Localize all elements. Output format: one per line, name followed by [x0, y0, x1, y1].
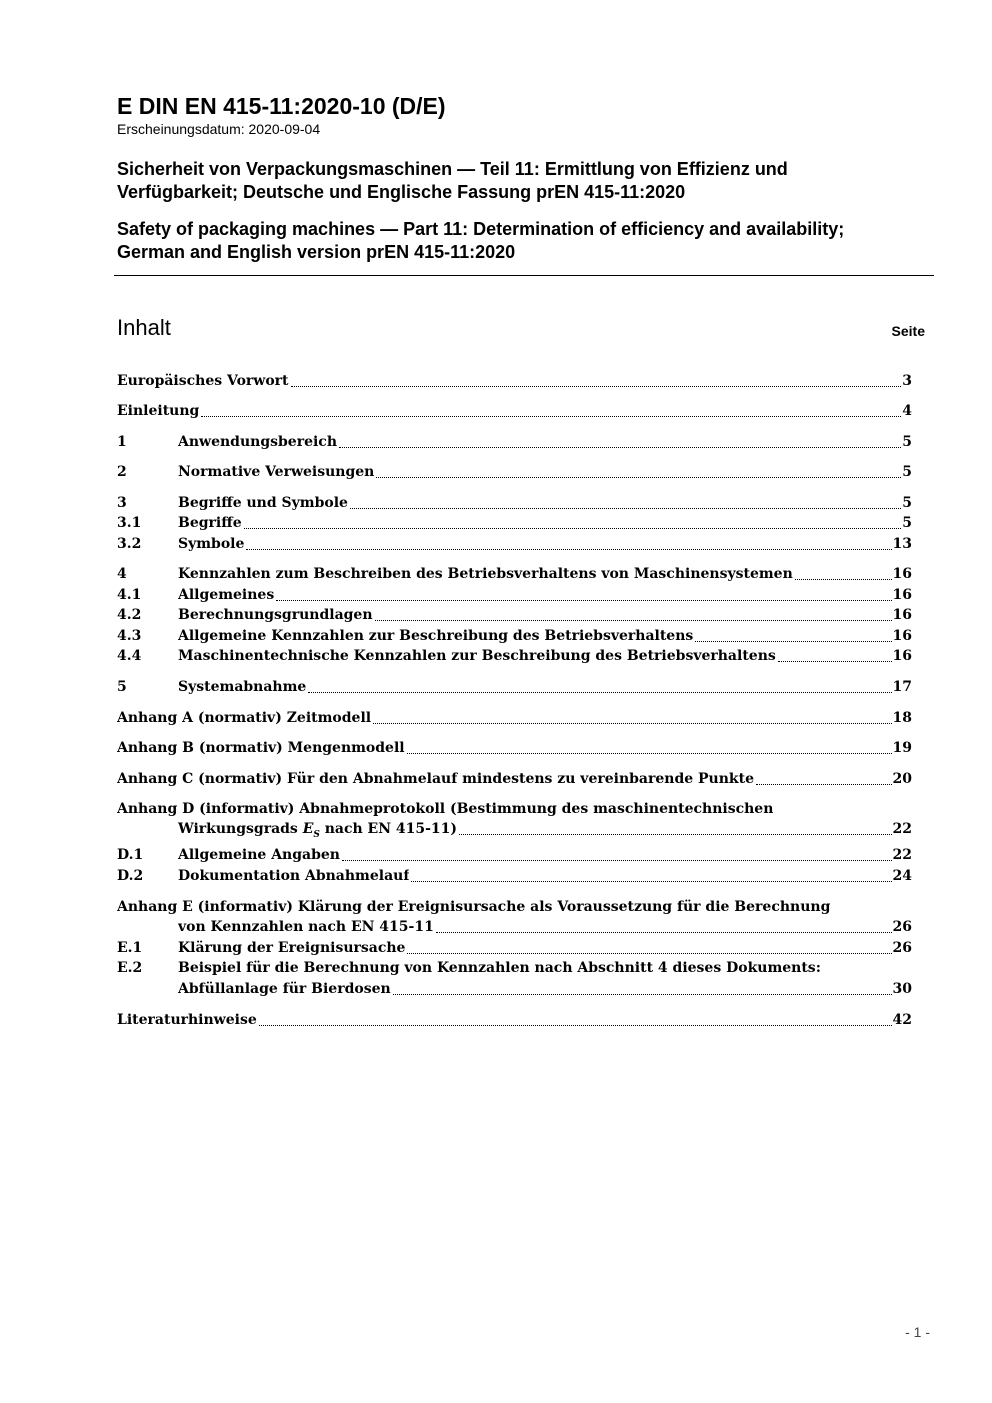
toc-entry-label: Allgemeine Angaben [178, 847, 340, 863]
toc-entry-label: Dokumentation Abnahmelauf [178, 868, 410, 884]
toc-leader-dots [376, 477, 901, 478]
toc-entry-page: 26 [892, 940, 912, 956]
toc-entry[interactable] [117, 867, 912, 886]
toc-entry-page: 16 [892, 607, 912, 623]
toc-leader-dots [393, 994, 892, 995]
toc-entry-page: 26 [892, 919, 912, 935]
publication-date: Erscheinungsdatum: 2020-09-04 [117, 121, 321, 137]
title-english [117, 218, 934, 264]
toc-entry-page: 16 [892, 587, 912, 603]
toc-heading: Inhalt [117, 315, 171, 340]
toc-entry-label: Literaturhinweise [117, 1012, 257, 1028]
document-id: E DIN EN 415-11:2020-10 (D/E) [117, 93, 446, 119]
toc-leader-dots [436, 932, 892, 933]
toc-entry-number: 3.1 [117, 515, 142, 531]
toc-leader-dots [795, 579, 892, 580]
toc-entry[interactable] [117, 514, 912, 533]
efficiency-symbol-subscript: S [313, 829, 320, 840]
toc-entry-number: 4.4 [117, 648, 142, 664]
toc-entry-page: 5 [902, 464, 912, 480]
toc-entry-page: 22 [892, 821, 912, 837]
toc-entry[interactable] [117, 606, 912, 625]
toc-leader-dots [373, 723, 891, 724]
title-english-line-1: Safety of packaging machines — Part 11: Determination of efficiency and availability; [117, 219, 845, 239]
toc-leader-dots [350, 508, 901, 509]
toc-leader-dots [259, 1025, 892, 1026]
toc-entry-label-part: nach EN 415-11) [319, 821, 458, 837]
toc-entry-number: 4.3 [117, 628, 142, 644]
toc-entry[interactable] [117, 494, 912, 513]
toc-entry[interactable] [117, 433, 912, 452]
page-number: - 1 - [905, 1324, 930, 1340]
toc-entry-label: Allgemeine Kennzahlen zur Beschreibung des Betriebsverhaltens [178, 628, 694, 644]
toc-leader-dots [411, 881, 891, 882]
toc-leader-dots [756, 784, 892, 785]
toc-leader-dots [695, 641, 891, 642]
toc-entry-label: Begriffe und Symbole [178, 495, 348, 511]
toc-entry[interactable] [117, 918, 912, 937]
toc-entry-label: Anwendungsbereich [178, 434, 337, 450]
toc-entry[interactable] [117, 709, 912, 728]
toc-entry[interactable] [117, 678, 912, 697]
toc-entry-page: 3 [902, 373, 912, 389]
toc-entry[interactable] [117, 739, 912, 758]
title-english-line-2: German and English version prEN 415-11:2020 [117, 242, 516, 262]
toc-entry-number: 5 [117, 679, 127, 695]
toc-entry[interactable] [117, 939, 912, 958]
efficiency-symbol [302, 821, 320, 840]
toc-entry[interactable] [117, 627, 912, 646]
toc-leader-dots [201, 416, 901, 417]
toc-entry[interactable] [117, 565, 912, 584]
toc-entry-label: von Kennzahlen nach EN 415-11 [178, 919, 434, 935]
title-german [117, 158, 934, 204]
toc-entry-label: Allgemeines [178, 587, 275, 603]
toc-entry-label [178, 820, 457, 845]
toc-entry-page: 17 [892, 679, 912, 695]
toc-entry-page: 30 [892, 981, 912, 997]
toc-entry-label: Systemabnahme [178, 679, 307, 695]
toc-entry-label: Begriffe [178, 515, 242, 531]
toc-leader-dots [459, 834, 891, 835]
toc-entry-label: Europäisches Vorwort [117, 373, 289, 389]
toc-entry-number: 4 [117, 566, 127, 582]
toc-entry-number: 4.2 [117, 607, 142, 623]
toc-entry-page: 22 [892, 847, 912, 863]
toc-entry-page: 5 [902, 495, 912, 511]
document-header [117, 92, 934, 264]
toc-entry-page: 13 [892, 536, 912, 552]
toc-entry-label: Symbole [178, 536, 245, 552]
toc-entry-number: E.1 [117, 940, 143, 956]
toc-entry-page: 5 [902, 515, 912, 531]
toc-entry[interactable] [117, 647, 912, 666]
toc-entry-number: 3.2 [117, 536, 142, 552]
toc-entry-page: 16 [892, 648, 912, 664]
toc-leader-dots [276, 600, 891, 601]
header-divider [114, 275, 934, 276]
toc-heading-row [117, 314, 925, 344]
toc-leader-dots [308, 692, 891, 693]
toc-entry-page: 18 [892, 710, 912, 726]
toc-entry[interactable] [117, 535, 912, 554]
toc-entry-number: 4.1 [117, 587, 142, 603]
toc-entry[interactable] [117, 372, 912, 391]
toc-entry-page: 19 [892, 740, 912, 756]
toc-entry-number: D.2 [117, 868, 144, 884]
toc-leader-dots [339, 447, 901, 448]
toc-entry[interactable] [117, 898, 912, 917]
toc-entry-label: Maschinentechnische Kennzahlen zur Beschreibung des Betriebsverhaltens [178, 648, 776, 664]
toc-entry-number: D.1 [117, 847, 144, 863]
toc-entry-page: 16 [892, 628, 912, 644]
toc-leader-dots [244, 528, 902, 529]
toc-leader-dots [246, 549, 891, 550]
title-german-line-2: Verfügbarkeit; Deutsche und Englische Fassung prEN 415-11:2020 [117, 182, 686, 202]
toc-entry-number: 2 [117, 464, 127, 480]
toc-entry[interactable] [117, 1011, 912, 1030]
toc-entry-label: Klärung der Ereignisursache [178, 940, 406, 956]
toc-entry-page: 4 [902, 403, 912, 419]
toc-entry-label: Anhang A (normativ) Zeitmodell [117, 710, 372, 726]
toc-entry-label: Berechnungsgrundlagen [178, 607, 373, 623]
toc-entry[interactable] [117, 980, 912, 999]
efficiency-symbol-letter: E [302, 821, 314, 837]
toc-entry-page: 20 [892, 771, 912, 787]
title-german-line-1: Sicherheit von Verpackungsmaschinen — Teil 11: Ermittlung von Effizienz und [117, 159, 788, 179]
toc-entry[interactable] [117, 800, 912, 819]
toc-entry-page: 5 [902, 434, 912, 450]
toc-entry[interactable] [117, 770, 912, 789]
toc-leader-dots [407, 953, 891, 954]
toc-page-column-label: Seite [891, 323, 925, 339]
toc-entry-page: 24 [892, 868, 912, 884]
toc-leader-dots [342, 860, 892, 861]
toc-entry[interactable] [117, 959, 912, 978]
toc-entry-page: 42 [892, 1012, 912, 1028]
toc-entry[interactable] [117, 846, 912, 865]
toc-leader-dots [375, 620, 892, 621]
toc-entry-label: Beispiel für die Berechnung von Kennzahlen nach Abschnitt 4 dieses Dokuments: [178, 960, 821, 976]
toc-entry-label: Kennzahlen zum Beschreiben des Betriebsverhaltens von Maschinensystemen [178, 566, 793, 582]
toc-entry-number: E.2 [117, 960, 143, 976]
toc-leader-dots [778, 661, 892, 662]
toc-entry-label: Anhang D (informativ) Abnahmeprotokoll (Bestimmung des maschinentechnischen [117, 801, 774, 817]
toc-entry-label: Anhang C (normativ) Für den Abnahmelauf mindestens zu vereinbarende Punkte [117, 771, 754, 787]
toc-entry-label: Anhang B (normativ) Mengenmodell [117, 740, 405, 756]
toc-entry[interactable] [117, 586, 912, 605]
toc-entry-label-part: Wirkungsgrads [178, 821, 298, 837]
toc-entry[interactable] [117, 402, 912, 421]
toc-leader-dots [407, 753, 892, 754]
toc-entry[interactable] [117, 463, 912, 482]
toc-entry[interactable] [117, 820, 912, 839]
toc-entry-label: Einleitung [117, 403, 200, 419]
toc-entry-label: Anhang E (informativ) Klärung der Ereignisursache als Voraussetzung für die Berechnung [117, 899, 831, 915]
toc-entry-number: 3 [117, 495, 127, 511]
toc-entry-number: 1 [117, 434, 127, 450]
toc-leader-dots [291, 386, 902, 387]
toc-entry-label: Normative Verweisungen [178, 464, 375, 480]
toc-entry-label: Abfüllanlage für Bierdosen [178, 981, 391, 997]
toc-entry-page: 16 [892, 566, 912, 582]
